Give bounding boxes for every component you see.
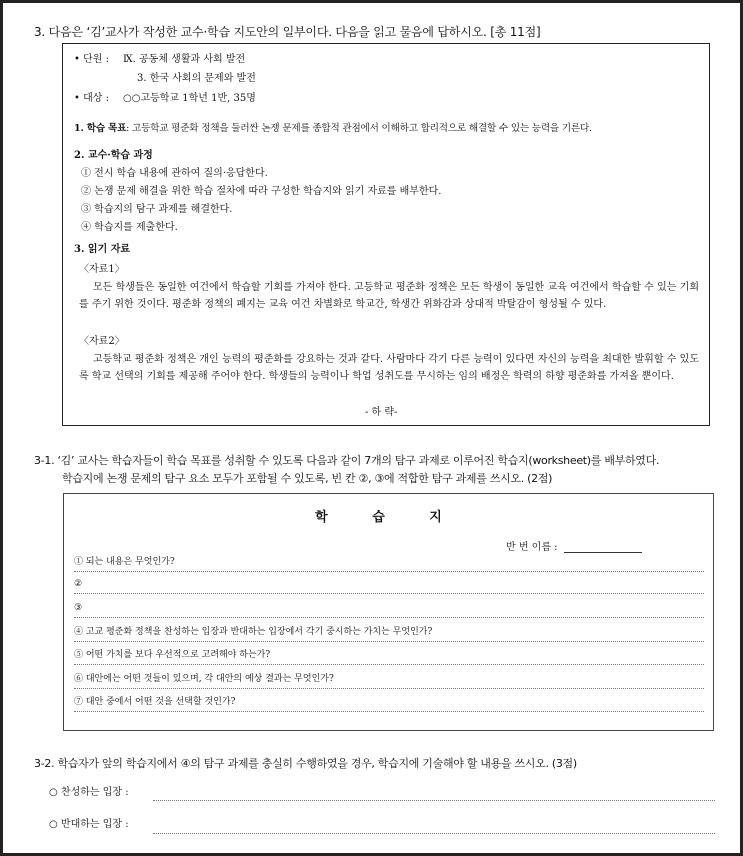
worksheet-row-2[interactable]: ② bbox=[74, 575, 704, 594]
q3-1-line1: 3-1. ‘김’ 교사는 학습자들이 학습 목표를 성취할 수 있도록 다음과 같이 7개의 탐구 과제로 이루어진 학습지(worksheet)를 배부하였다. bbox=[34, 454, 660, 467]
worksheet-row-3[interactable]: ③ bbox=[74, 599, 704, 618]
process-step-4: ④ 학습지를 제출한다. bbox=[81, 222, 178, 233]
process-heading: 2. 교수·학습 과정 bbox=[74, 150, 153, 161]
target-value: ○○고등학교 1학년 1반, 35명 bbox=[123, 93, 256, 104]
material2-text: 고등학교 평준화 정책은 개인 능력의 평준화를 강요하는 것과 같다. 사람마다 각기 다른 능력이 있다면 자신의 능력을 최대한 발휘할 수 있도록 학교 선택의 기회를 제공해 주어야 한다. 학생들의 능력이나 학업 성취도를 무시하는 임의 배정은 학력의 하향 평준화를 가져올 뿐이다. bbox=[79, 354, 699, 382]
lesson-plan-box bbox=[62, 43, 710, 426]
material1-label: 〈자료1〉 bbox=[79, 264, 125, 275]
question-3-2: 3-2. 학습자가 앞의 학습지에서 ④의 탐구 과제를 충실히 수행하였을 경우, 학습지에 기술해야 할 내용을 쓰시오. (3점) bbox=[34, 757, 577, 770]
omitted-marker: - 하 략- bbox=[365, 407, 398, 418]
con-answer-line[interactable] bbox=[153, 833, 715, 834]
reading-heading: 3. 읽기 자료 bbox=[74, 244, 131, 255]
goal-text: : 고등학교 평준화 정책을 둘러싼 논쟁 문제를 종합적 관점에서 이해하고 합리적으로 해결할 수 있는 능력을 기른다. bbox=[126, 123, 592, 134]
process-step-3: ③ 학습지의 탐구 과제를 해결한다. bbox=[81, 204, 233, 215]
worksheet-row-6: ⑥ 대안에는 어떤 것들이 있으며, 각 대안의 예상 결과는 무엇인가? bbox=[74, 670, 704, 689]
question-3-1 bbox=[34, 452, 734, 488]
question-title: 3. 다음은 ‘김’교사가 작성한 교수·학습 지도안의 일부이다. 다음을 읽고 물음에 답하시오. [총 11점] bbox=[34, 25, 541, 39]
con-label: ○ 반대하는 입장 : bbox=[49, 819, 129, 830]
pro-label: ○ 찬성하는 입장 : bbox=[49, 787, 129, 798]
goal-line bbox=[74, 124, 592, 134]
target-label: • 대상 : bbox=[74, 93, 109, 104]
worksheet-box bbox=[63, 493, 714, 731]
pro-answer-line[interactable] bbox=[153, 800, 715, 801]
worksheet-row-1: ① 되는 내용은 무엇인가? bbox=[74, 553, 704, 572]
process-step-1: ① 전시 학습 내용에 관하여 질의·응답한다. bbox=[81, 168, 268, 179]
worksheet-row-7: ⑦ 대안 중에서 어떤 것을 선택할 것인가? bbox=[74, 693, 704, 712]
q3-1-line2: 학습지에 논쟁 문제의 탐구 요소 모두가 포함될 수 있도록, 빈 칸 ②, ③에 적합한 탐구 과제를 쓰시오. (2점) bbox=[62, 472, 553, 485]
name-field bbox=[506, 538, 642, 553]
worksheet-row-5: ⑤ 어떤 가치를 보다 우선적으로 고려해야 하는가? bbox=[74, 646, 704, 665]
worksheet-title: 학 습 지 bbox=[315, 510, 462, 525]
unit-label: • 단원 : bbox=[74, 54, 109, 65]
goal-heading: 1. 학습 목표 bbox=[74, 123, 127, 134]
material1-text: 모든 학생들은 동일한 여건에서 학습할 기회를 가져야 한다. 고등학교 평준화 정책은 모든 학생이 동일한 교육 여건에서 학습할 수 있는 기회를 주기 위한 것이다. 평준화 정책의 폐지는 교육 여건 차별화로 학교간, 학생간 위화감과 상대적 박탈감이 형성될 수 있다. bbox=[79, 282, 699, 310]
worksheet-row-4: ④ 고교 평준화 정책을 찬성하는 입장과 반대하는 입장에서 각기 중시하는 가치는 무엇인가? bbox=[74, 623, 704, 642]
unit-value: Ⅸ. 공동체 생활과 사회 발전 bbox=[123, 54, 246, 65]
unit-sub: 3. 한국 사회의 문제와 발전 bbox=[137, 73, 256, 84]
process-step-2: ② 논쟁 문제 해결을 위한 학습 절차에 따라 구성한 학습지와 읽기 자료를 배부한다. bbox=[81, 186, 442, 197]
name-label: 반 번 이름 : bbox=[506, 542, 558, 553]
material2-label: 〈자료2〉 bbox=[79, 336, 125, 347]
